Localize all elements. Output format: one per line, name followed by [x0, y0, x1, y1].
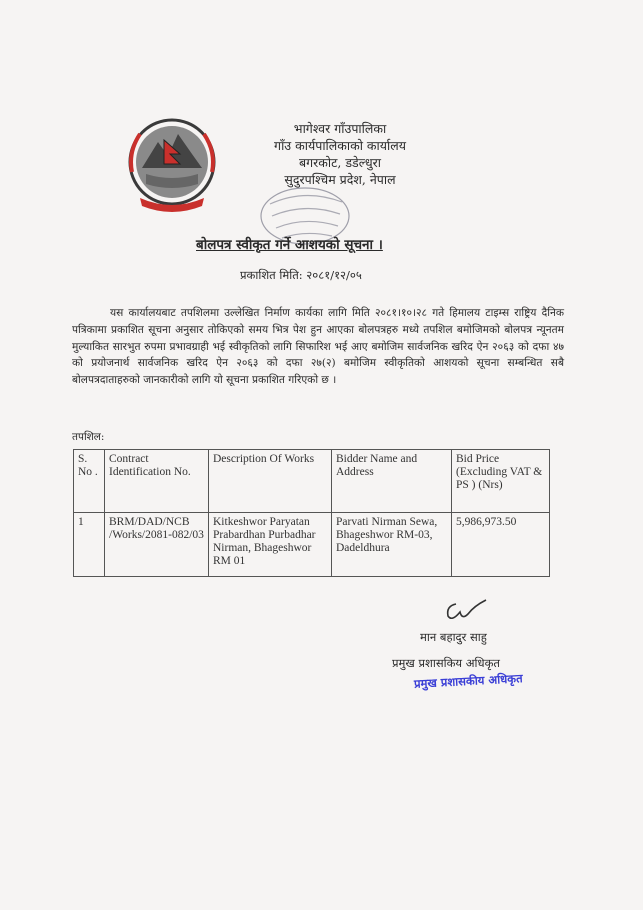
signatory-title: प्रमुख प्रशासकिय अधिकृत	[392, 656, 500, 670]
header-bid-price: Bid Price (Excluding VAT & PS ) (Nrs)	[452, 450, 550, 513]
cell-contract-id: BRM/DAD/NCB /Works/2081-082/03	[105, 513, 209, 577]
municipality-name: भागेश्वर गाँउपालिका	[293, 121, 387, 136]
cell-bidder: Parvati Nirman Sewa, Bhageshwor RM-03, Dadeldhura	[332, 513, 452, 577]
header-contract-id: Contract Identification No.	[105, 450, 209, 513]
signatory-name: मान बहादुर साहु	[420, 630, 487, 644]
header-bidder: Bidder Name and Address	[332, 450, 452, 513]
signatory-stamp: प्रमुख प्रशासकीय अधिकृत	[413, 671, 523, 691]
nepal-emblem-icon	[118, 112, 226, 216]
table-header-row	[74, 450, 550, 513]
published-date: प्रकाशित मिति: २०८१/१२/०५	[240, 268, 362, 282]
bid-schedule-table	[73, 449, 550, 577]
office-header	[240, 120, 440, 188]
header-description: Description Of Works	[209, 450, 332, 513]
notice-body: यस कार्यालयबाट तपशिलमा उल्लेखित निर्माण कार्यका लागि मिति २०८१।१०।२८ गते हिमालय टाइम्स राष्ट्रिय दैनिक पत्रिकामा प्रकाशित सूचना अनुसार तोकिएको समय भित्र पेश हुन आएका बोलपत्रहरु मध्ये तपशिल बमोजिमको बोलपत्र न्यूनतम मुल्याकित सारभुत रुपमा प्रभावग्राही भई स्वीकृतिको लागि सिफारिश भई आए बमोजिम सार्वजनिक खरिद ऐन २०६३ को दफा ४७ को प्रयोजनार्थ सार्वजनिक खरिद ऐन २०६३ को दफा २७(२) बमोजिम स्वीकृतिको आशयको सूचना सम्बन्धित सबै बोलपत्रदाताहरुको जानकारीको लागि यो सूचना प्रकाशित गरिएको छ ।	[72, 307, 564, 387]
office-address: बगरकोट, डडेल्धुरा	[298, 155, 382, 170]
cell-bid-price: 5,986,973.50	[452, 513, 550, 577]
cell-sno: 1	[74, 513, 105, 577]
header-sno: S. No .	[74, 450, 105, 513]
office-province: सुदुरपश्चिम प्रदेश, नेपाल	[284, 172, 396, 187]
schedule-label: तपशिल:	[72, 431, 105, 443]
table-row	[74, 513, 550, 577]
office-name: गाँउ कार्यपालिकाको कार्यालय	[274, 138, 406, 153]
handwritten-signature-icon	[442, 596, 490, 626]
cell-description: Kitkeshwor Paryatan Prabardhan Purbadhar Nirman, Bhageshwor RM 01	[209, 513, 332, 577]
notice-subject: बोलपत्र स्वीकृत गर्ने आशयको सूचना ।	[196, 237, 383, 253]
